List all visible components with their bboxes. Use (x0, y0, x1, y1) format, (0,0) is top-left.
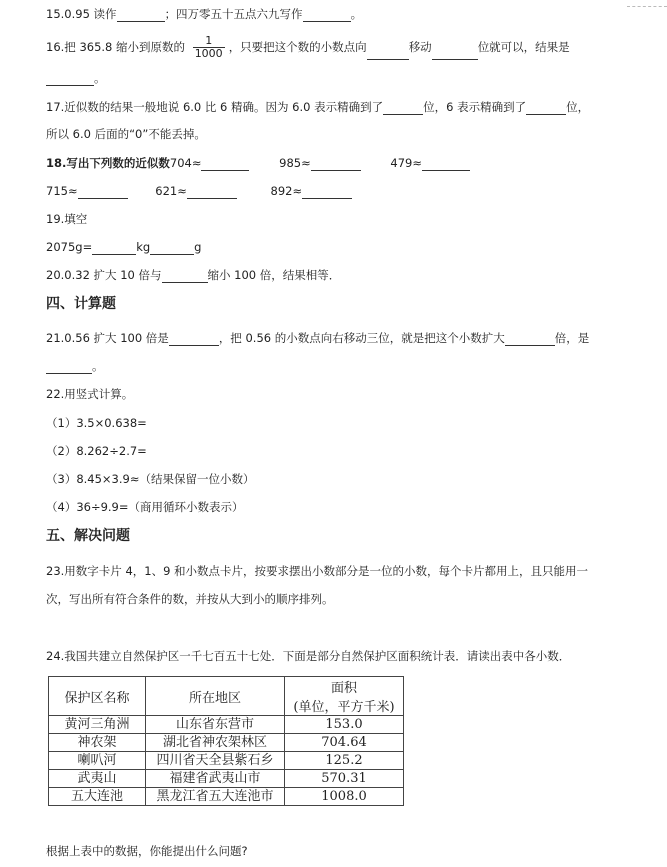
question-21-cont (46, 358, 104, 374)
answer-blank[interactable] (162, 270, 208, 283)
question-16 (46, 35, 570, 60)
question-18-row2 (46, 183, 352, 199)
q16-text-mid1: ，只要把这个数的小数点向 (228, 40, 367, 54)
question-20 (46, 267, 340, 283)
q19-unit2: g (194, 240, 202, 254)
table-row (49, 734, 404, 752)
q21-text: 21.0.56 扩大 100 倍是 (46, 331, 169, 345)
q20-text: 20.0.32 扩大 10 倍与 (46, 268, 162, 282)
q18-item: 892≈ (270, 184, 303, 198)
table-row (49, 788, 404, 806)
table-cell: 四川省天全县紫石乡 (146, 752, 285, 770)
q21-text-b: ，把 0.56 的小数点向右移动三位，就是把这个小数扩大 (218, 331, 505, 345)
answer-blank[interactable] (302, 186, 352, 199)
q22-item-1: （1）3.5×0.638= (46, 416, 147, 430)
table-cell: 1008.0 (285, 788, 404, 806)
answer-blank[interactable] (432, 47, 478, 60)
table-cell: 黄河三角洲 (49, 716, 146, 734)
q21-text-c: 倍，是 (554, 331, 590, 345)
q22-item-2: （2）8.262÷2.7= (46, 444, 147, 458)
table-cell: 153.0 (285, 716, 404, 734)
page-corner-mark (627, 0, 667, 7)
table-header-name: 保护区名称 (49, 677, 146, 716)
answer-blank[interactable] (78, 186, 128, 199)
q18-item: 479≈ (390, 156, 422, 170)
q15-text-mid: ；四万零五十五点六九写作 (164, 7, 303, 21)
question-22: 22.用竖式计算。 (46, 387, 134, 401)
section-heading-5: 五、解决问题 (46, 528, 130, 544)
answer-blank[interactable] (46, 73, 94, 86)
q16-text: 16.把 365.8 缩小到原数的 (46, 40, 186, 54)
q17-text-b: 位，6 表示精确到了 (423, 100, 527, 114)
q15-end: 。 (350, 7, 363, 21)
table-cell: 武夷山 (49, 770, 146, 788)
q24-question: 根据上表中的数据，你能提出什么问题? (46, 844, 248, 858)
table-cell: 125.2 (285, 752, 404, 770)
answer-blank[interactable] (422, 158, 470, 171)
fraction-denominator: 1000 (194, 47, 223, 60)
answer-blank[interactable] (303, 9, 351, 22)
fraction (193, 35, 225, 60)
answer-blank[interactable] (505, 333, 555, 346)
area-label: 面积 (330, 681, 357, 696)
q18-item: 704≈ (169, 156, 202, 170)
table-row (49, 770, 404, 788)
table-row (49, 752, 404, 770)
table-cell: 黑龙江省五大连池市 (146, 788, 285, 806)
table-cell: 570.31 (285, 770, 404, 788)
answer-blank[interactable] (526, 102, 566, 115)
table-cell: 喇叭河 (49, 752, 146, 770)
answer-blank[interactable] (201, 158, 249, 171)
answer-blank[interactable] (383, 102, 423, 115)
answer-blank[interactable] (187, 186, 237, 199)
question-17 (46, 99, 589, 115)
q16-text-mid3: 位就可以，结果是 (477, 40, 570, 54)
nature-reserve-table (48, 676, 404, 806)
table-header-area (285, 677, 404, 716)
q20-end: 缩小 100 倍，结果相等． (207, 268, 341, 282)
question-16-cont (46, 70, 106, 86)
q17-line2: 所以 6.0 后面的“0”不能丢掉。 (46, 127, 206, 141)
q18-item: 715≈ (46, 184, 78, 198)
fraction-numerator: 1 (193, 35, 225, 48)
table-cell: 五大连池 (49, 788, 146, 806)
q18-item: 621≈ (155, 184, 187, 198)
area-unit: (单位，平方千米) (293, 700, 395, 715)
q22-item-4: （4）36÷9.9=（商用循环小数表示） (46, 500, 244, 514)
question-21 (46, 330, 589, 346)
table-cell: 704.64 (285, 734, 404, 752)
q21-end: 。 (92, 359, 104, 373)
question-15 (46, 6, 362, 22)
q16-end: 。 (94, 71, 106, 85)
question-19: 19.填空 (46, 212, 88, 226)
answer-blank[interactable] (92, 242, 136, 255)
question-19-item (46, 239, 201, 255)
q16-text-mid2: 移动 (408, 40, 432, 54)
answer-blank[interactable] (169, 333, 219, 346)
answer-blank[interactable] (311, 158, 361, 171)
table-row (49, 716, 404, 734)
q19-unit: kg (136, 240, 151, 254)
q22-item-3: （3）8.45×3.9≈（结果保留一位小数） (46, 472, 255, 486)
q19-text: 2075g= (46, 240, 93, 254)
question-18 (46, 155, 470, 171)
answer-blank[interactable] (367, 47, 409, 60)
q18-label: 18.写出下列数的近似数 (46, 156, 170, 170)
table-cell: 山东省东营市 (146, 716, 285, 734)
section-heading-4: 四、计算题 (46, 296, 116, 312)
question-24: 24.我国共建立自然保护区一千七百五十七处．下面是部分自然保护区面积统计表．请读出表中各小数． (46, 649, 571, 663)
table-header-row (49, 677, 404, 716)
table-cell: 神农架 (49, 734, 146, 752)
question-23: 23.用数字卡片 4，1、9 和小数点卡片，按要求摆出小数部分是一位的小数，每个卡片都用上，且只能用一 (46, 564, 589, 578)
q17-text-c: 位， (566, 100, 590, 114)
q18-item: 985≈ (279, 156, 311, 170)
q15-text: 15.0.95 读作 (46, 7, 117, 21)
table-cell: 湖北省神农架林区 (146, 734, 285, 752)
table-header-region: 所在地区 (146, 677, 285, 716)
answer-blank[interactable] (46, 361, 92, 374)
question-23-line2: 次，写出所有符合条件的数，并按从大到小的顺序排列。 (46, 592, 334, 606)
answer-blank[interactable] (117, 9, 165, 22)
q17-text: 17.近似数的结果一般地说 6.0 比 6 精确。因为 6.0 表示精确到了 (46, 100, 384, 114)
answer-blank[interactable] (150, 242, 194, 255)
table-cell: 福建省武夷山市 (146, 770, 285, 788)
